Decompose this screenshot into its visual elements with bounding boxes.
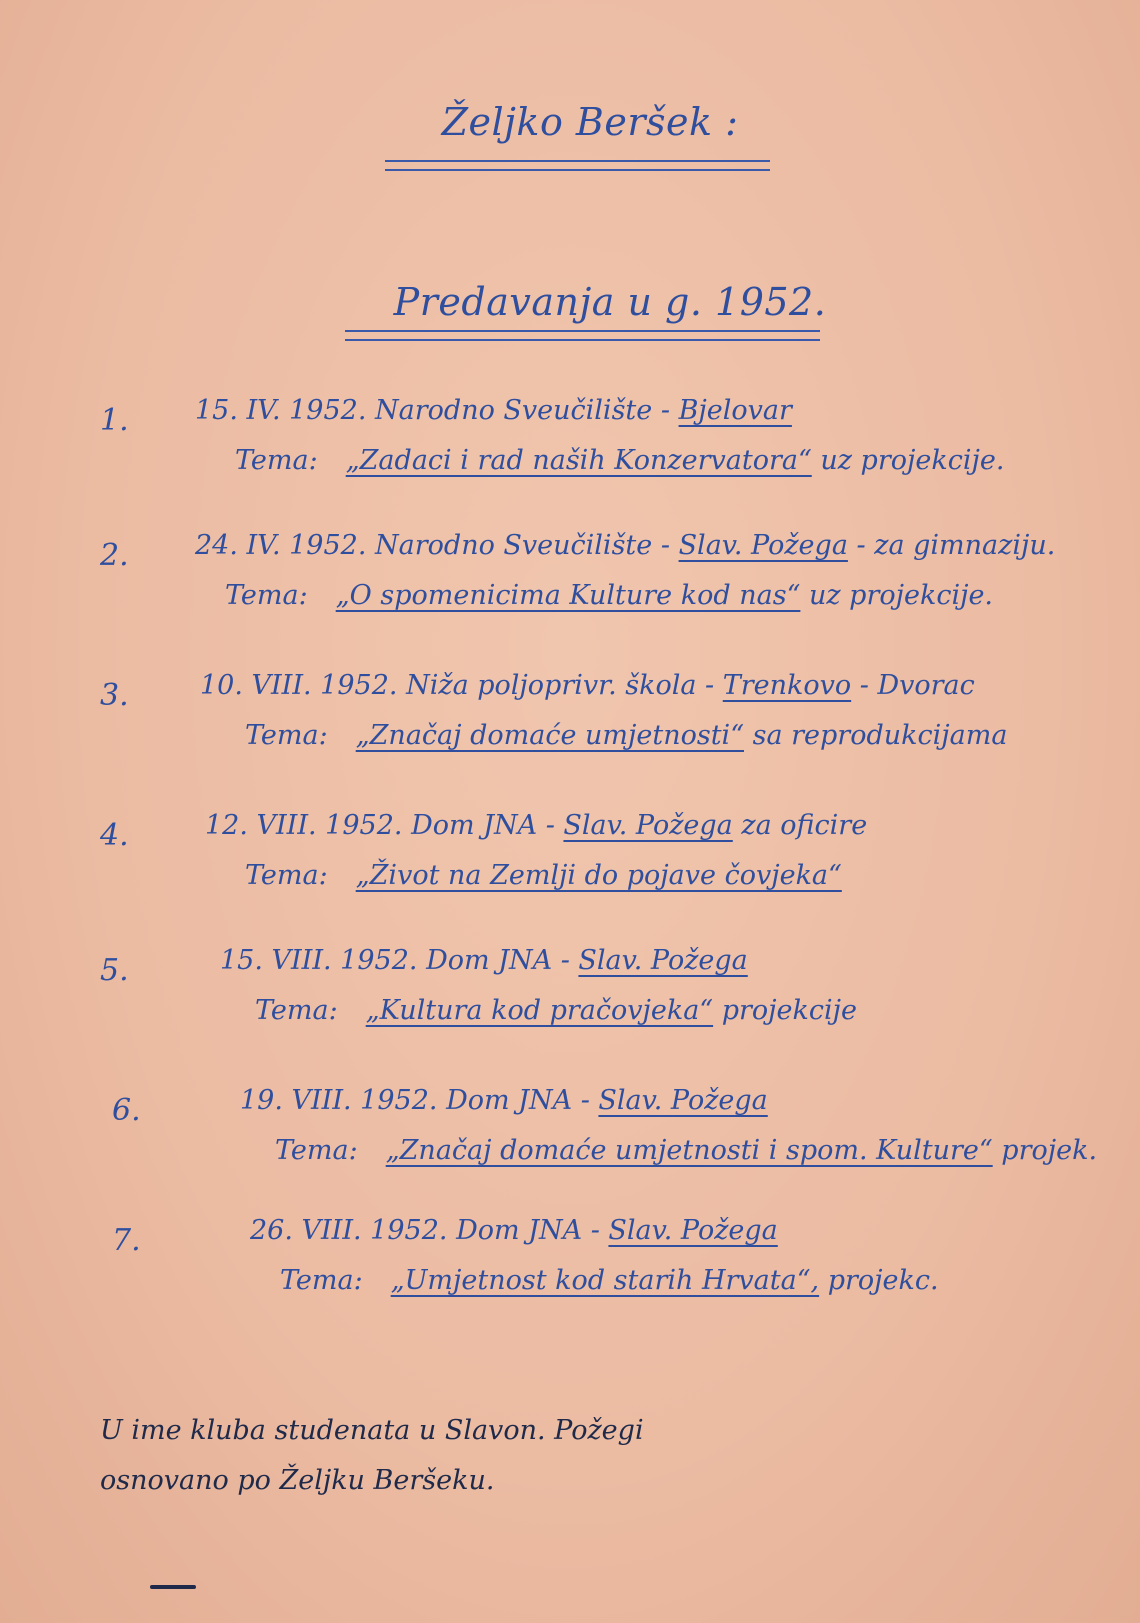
entry-place-line bbox=[250, 1215, 778, 1246]
entry-topic: „Kultura kod pračovjeka“ bbox=[365, 995, 714, 1026]
tema-label: Tema: bbox=[275, 1135, 358, 1166]
entry-topic: „O spomenicima Kulture kod nas“ bbox=[335, 580, 801, 611]
entry-place-city: Trenkovo bbox=[722, 670, 852, 701]
entry-topic-tail: uz projekcije. bbox=[808, 580, 994, 611]
entry-place-line bbox=[195, 530, 1055, 561]
entry-topic-tail: sa reprodukcijama bbox=[752, 720, 1008, 751]
entry-place: Narodno Sveučilište - bbox=[375, 530, 670, 561]
entry-topic-tail: projek. bbox=[1001, 1135, 1098, 1166]
entry-place: Dom JNA - bbox=[446, 1085, 590, 1116]
author-title: Željko Beršek : bbox=[441, 100, 739, 144]
footer-note-line-2: osnovano po Željku Beršeku. bbox=[100, 1465, 495, 1496]
entry-place: Dom JNA - bbox=[456, 1215, 600, 1246]
entry-place-tail: - za gimnaziju. bbox=[856, 530, 1056, 561]
entry-topic: „Značaj domaće umjetnosti“ bbox=[355, 720, 744, 751]
entry-place-city: Slav. Požega bbox=[608, 1215, 778, 1246]
entry-place-line bbox=[240, 1085, 768, 1116]
lecture-entry bbox=[0, 530, 1140, 650]
entry-date: 24. IV. 1952. bbox=[195, 530, 367, 561]
lectures-heading: Predavanja u g. 1952. bbox=[393, 280, 827, 324]
tema-label: Tema: bbox=[280, 1265, 363, 1296]
entry-topic: „Zadaci i rad naših Konzervatora“ bbox=[345, 445, 812, 476]
entry-place-city: Slav. Požega bbox=[563, 810, 733, 841]
entry-place-city: Slav. Požega bbox=[598, 1085, 768, 1116]
entry-topic-line bbox=[275, 1135, 1097, 1166]
entry-topic-line bbox=[255, 995, 857, 1026]
tema-label: Tema: bbox=[225, 580, 308, 611]
entry-place: Dom JNA - bbox=[426, 945, 570, 976]
entry-topic-tail: uz projekcije. bbox=[820, 445, 1005, 476]
lecture-entry bbox=[0, 1085, 1140, 1205]
entry-date: 12. VIII. 1952. bbox=[205, 810, 403, 841]
lecture-entry bbox=[0, 395, 1140, 515]
entry-topic-tail: projekc. bbox=[827, 1265, 939, 1296]
entry-place: Narodno Sveučilište - bbox=[375, 395, 670, 426]
entry-topic-line bbox=[245, 720, 1007, 751]
entry-topic: „Značaj domaće umjetnosti i spom. Kulture“ bbox=[385, 1135, 993, 1166]
entry-number: 1. bbox=[100, 403, 129, 438]
entry-number: 4. bbox=[100, 818, 129, 853]
entry-date: 15. IV. 1952. bbox=[195, 395, 367, 426]
entry-date: 10. VIII. 1952. bbox=[200, 670, 398, 701]
entry-place-city: Bjelovar bbox=[678, 395, 792, 426]
tema-label: Tema: bbox=[245, 860, 328, 891]
entry-place-tail: - Dvorac bbox=[859, 670, 975, 701]
entry-place-city: Slav. Požega bbox=[678, 530, 848, 561]
entry-topic-line bbox=[235, 445, 1004, 476]
entry-place: Dom JNA - bbox=[411, 810, 555, 841]
entry-number: 5. bbox=[100, 953, 129, 988]
entry-place: Niža poljoprivr. škola - bbox=[406, 670, 715, 701]
tema-label: Tema: bbox=[245, 720, 328, 751]
pen-stroke bbox=[150, 1585, 196, 1589]
entry-topic-line bbox=[245, 860, 842, 891]
entry-place-line bbox=[200, 670, 975, 701]
entry-topic: „Umjetnost kod starih Hrvata“, bbox=[390, 1265, 820, 1296]
entry-place-tail: za oficire bbox=[741, 810, 868, 841]
lecture-entry bbox=[0, 1215, 1140, 1335]
entry-number: 6. bbox=[112, 1093, 141, 1128]
entry-date: 19. VIII. 1952. bbox=[240, 1085, 438, 1116]
lecture-entry bbox=[0, 945, 1140, 1065]
tema-label: Tema: bbox=[235, 445, 318, 476]
entry-number: 3. bbox=[100, 678, 129, 713]
tema-label: Tema: bbox=[255, 995, 338, 1026]
entry-date: 26. VIII. 1952. bbox=[250, 1215, 448, 1246]
entry-number: 2. bbox=[100, 538, 129, 573]
lecture-entry bbox=[0, 670, 1140, 790]
entry-topic-tail: projekcije bbox=[721, 995, 857, 1026]
lecture-entry bbox=[0, 810, 1140, 930]
title-underline bbox=[385, 160, 770, 171]
entry-date: 15. VIII. 1952. bbox=[220, 945, 418, 976]
entry-topic-line bbox=[225, 580, 993, 611]
heading-underline bbox=[345, 330, 820, 341]
footer-note-line-1: U ime kluba studenata u Slavon. Požegi bbox=[100, 1415, 644, 1446]
entry-topic-line bbox=[280, 1265, 939, 1296]
entry-place-city: Slav. Požega bbox=[578, 945, 748, 976]
entry-number: 7. bbox=[112, 1223, 141, 1258]
entry-place-line bbox=[220, 945, 748, 976]
entry-place-line bbox=[195, 395, 792, 426]
entry-place-line bbox=[205, 810, 867, 841]
entry-topic: „Život na Zemlji do pojave čovjeka“ bbox=[355, 860, 842, 891]
